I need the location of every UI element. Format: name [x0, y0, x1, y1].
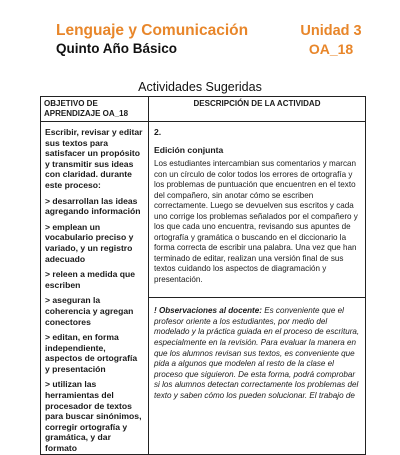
header-right — [296, 22, 366, 58]
unit-label: Unidad 3 — [300, 23, 362, 39]
header-left — [56, 22, 248, 58]
activity-column-header: DESCRIPCIÓN DE LA ACTIVIDAD — [149, 97, 366, 122]
table-row — [41, 122, 366, 455]
objective-intro: Escribir, revisar y editar sus textos para satisfacer un propósito y transmitir sus ideas con claridad. durante este proceso: — [45, 127, 143, 190]
objective-item: > utilizan las herramientas del procesador de textos para buscar sinónimos, corregir ortografía y gramática, y dar formato — [45, 379, 142, 454]
objective-code: OA_18 — [308, 41, 354, 57]
section-title: Actividades Sugeridas — [138, 80, 262, 94]
observations-text: Es conveniente que el profesor oriente a los estudiantes, por medio del modelado y la práctica guiada en el proceso de escritura, especialmente en la revisión. Para evaluar la manera en que los alumnos revisan sus textos, es conveniente que pida a algunos que modelen al resto de la clase el proceso que siguieron. De esta forma, podrá comprobar si los alumnos detectan correctamente los problemas del texto y saben cómo los pueden solucionar. El trabajo de — [154, 306, 360, 400]
objective-item: > desarrollan las ideas agregando información — [45, 195, 141, 217]
objective-item: > aseguran la coherencia y agregan conectores — [45, 295, 134, 327]
activity-cell — [149, 122, 366, 455]
observations-label: ! Observaciones al docente: — [154, 306, 262, 316]
activity-description: Los estudiantes intercambian sus comentarios y marcan con un círculo de color todos los errores de ortografía y los problemas de puntuación que encuentren en el texto del compañero, sin anotar cómo se escriben correctamente. Luego se devuelven sus escritos y cada uno corrige los problemas señalados por el compañero y los que cada uno encuentra, revisando sus apuntes de ortografía y gramática o buscando en el diccionario la forma correcta de escribir una palabra. Una vez que han terminado de editar, realizan una versión final de sus textos cuidando los aspectos de diagramación y presentación. — [154, 159, 358, 284]
subject-title: Lenguaje y Comunicación — [56, 22, 249, 39]
objective-item: > editan, en forma independiente, aspectos de ortografía y presentación — [45, 332, 138, 374]
objective-item: > emplean un vocabulario preciso y variado, y un registro adecuado — [45, 221, 134, 264]
table-header-row — [41, 97, 366, 122]
grade-title: Quinto Año Básico — [56, 41, 177, 56]
objective-column-header: OBJETIVO DE APRENDIZAJE OA_18 — [41, 97, 149, 122]
activities-table — [40, 96, 366, 455]
activity-name: Edición conjunta — [154, 144, 224, 155]
observations-paragraph — [154, 306, 360, 401]
activity-number: 2. — [154, 127, 162, 137]
objective-cell — [41, 122, 149, 455]
objective-item: > releen a medida que escriben — [45, 269, 136, 290]
teacher-observations — [149, 297, 365, 401]
